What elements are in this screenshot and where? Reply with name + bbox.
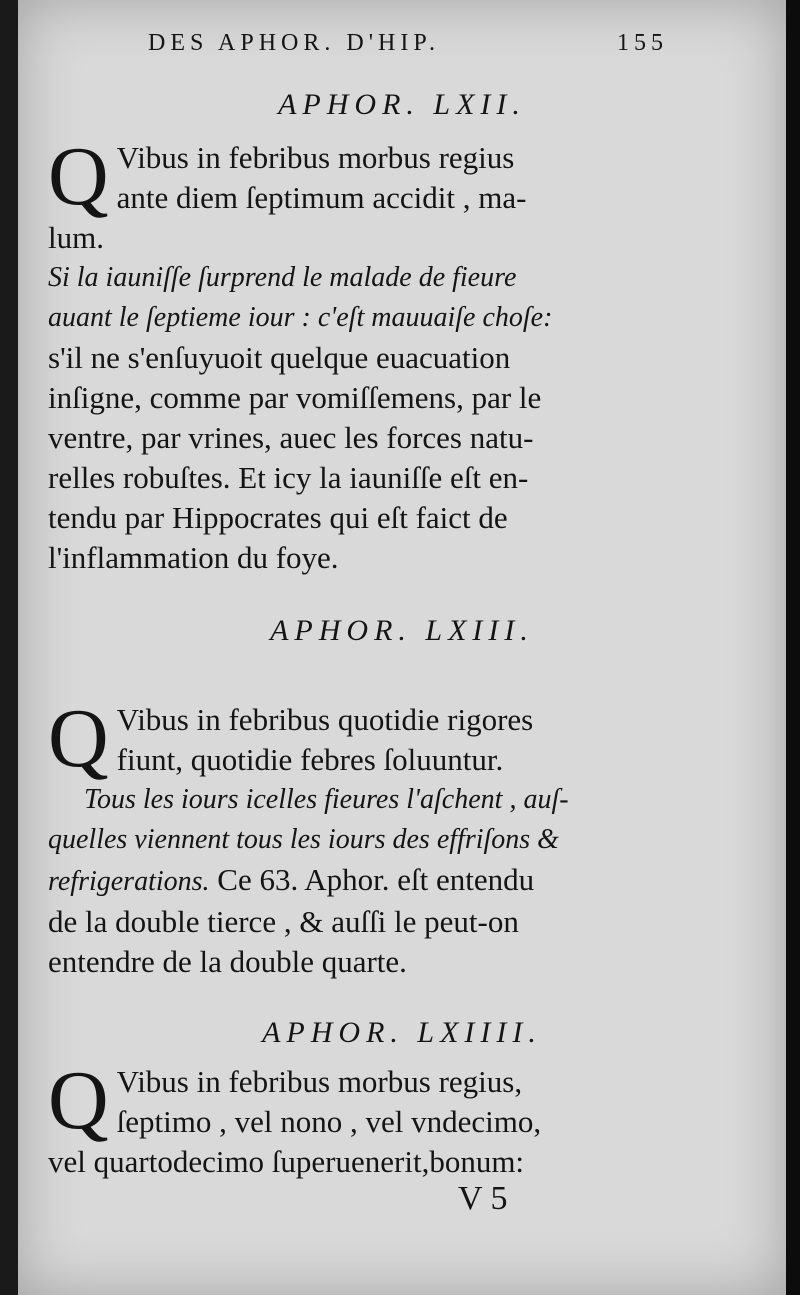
drop-cap: Q [48, 1054, 109, 1147]
text-line: entendre de la double quarte. [48, 944, 407, 979]
text-line: Vibus in febribus quotidie rigores [116, 702, 534, 737]
text-line: l'inflammation du foye. [48, 540, 339, 575]
text-line: Vibus in febribus morbus regius, [116, 1064, 523, 1099]
text-line: vel quartodecimo ſuperuenerit,bonum: [48, 1144, 525, 1179]
running-head [148, 30, 668, 57]
text-line: s'il ne s'enſuyuoit quelque euacuation [48, 340, 511, 375]
aphorism-64 [48, 1054, 648, 1182]
text-line: ſeptimo , vel nono , vel vndecimo, [116, 1104, 542, 1139]
text-line: tendu par Hippocrates qui eſt faict de [48, 500, 508, 535]
latin-text [48, 130, 648, 258]
french-italic-line: quelles viennent tous les iours des effriſons & [48, 824, 559, 855]
running-head-title: DES APHOR. D'HIP. [148, 30, 441, 56]
text-line: de la double tierce , & auſſi le peut-on [48, 904, 519, 939]
text-line: relles robuſtes. Et icy la iauniſſe eſt en- [48, 460, 529, 495]
text-line: ante diem ſeptimum accidit , ma- [116, 180, 527, 215]
aphorism-heading: APHOR. LXII. [278, 88, 526, 121]
book-page [18, 0, 786, 1295]
latin-text [48, 1054, 648, 1182]
french-roman-fragment: Ce 63. Aphor. eſt entendu [217, 862, 535, 897]
french-italic-fragment: refrigerations. [48, 866, 210, 897]
text-line: lum. [48, 220, 104, 255]
french-italic-line: auant le ſeptieme iour : c'eſt mauuaiſe choſe: [48, 302, 553, 333]
aphorism-heading: APHOR. LXIII. [270, 614, 534, 647]
page-number: 155 [617, 30, 668, 56]
french-italic-line: Tous les iours icelles fieures l'aſchent , auſ- [84, 784, 569, 815]
text-line: fiunt, quotidie febres ſoluuntur. [116, 742, 504, 777]
aphorism-62 [48, 130, 648, 578]
mixed-line [48, 860, 648, 902]
aphorism-63 [48, 692, 648, 982]
french-italic-line: Si la iauniſſe ſurprend le malade de fieure [48, 262, 517, 293]
drop-cap: Q [48, 130, 109, 223]
text-line: inſigne, comme par vomiſſemens, par le [48, 380, 542, 415]
page-edge-shadow [786, 0, 800, 1295]
latin-text [48, 692, 648, 785]
text-line: ventre, par vrines, auec les forces natu- [48, 420, 534, 455]
text-line: Vibus in febribus morbus regius [116, 140, 515, 175]
drop-cap: Q [48, 692, 109, 785]
catchword: V 5 [458, 1180, 508, 1217]
aphorism-heading: APHOR. LXIIII. [262, 1016, 542, 1049]
